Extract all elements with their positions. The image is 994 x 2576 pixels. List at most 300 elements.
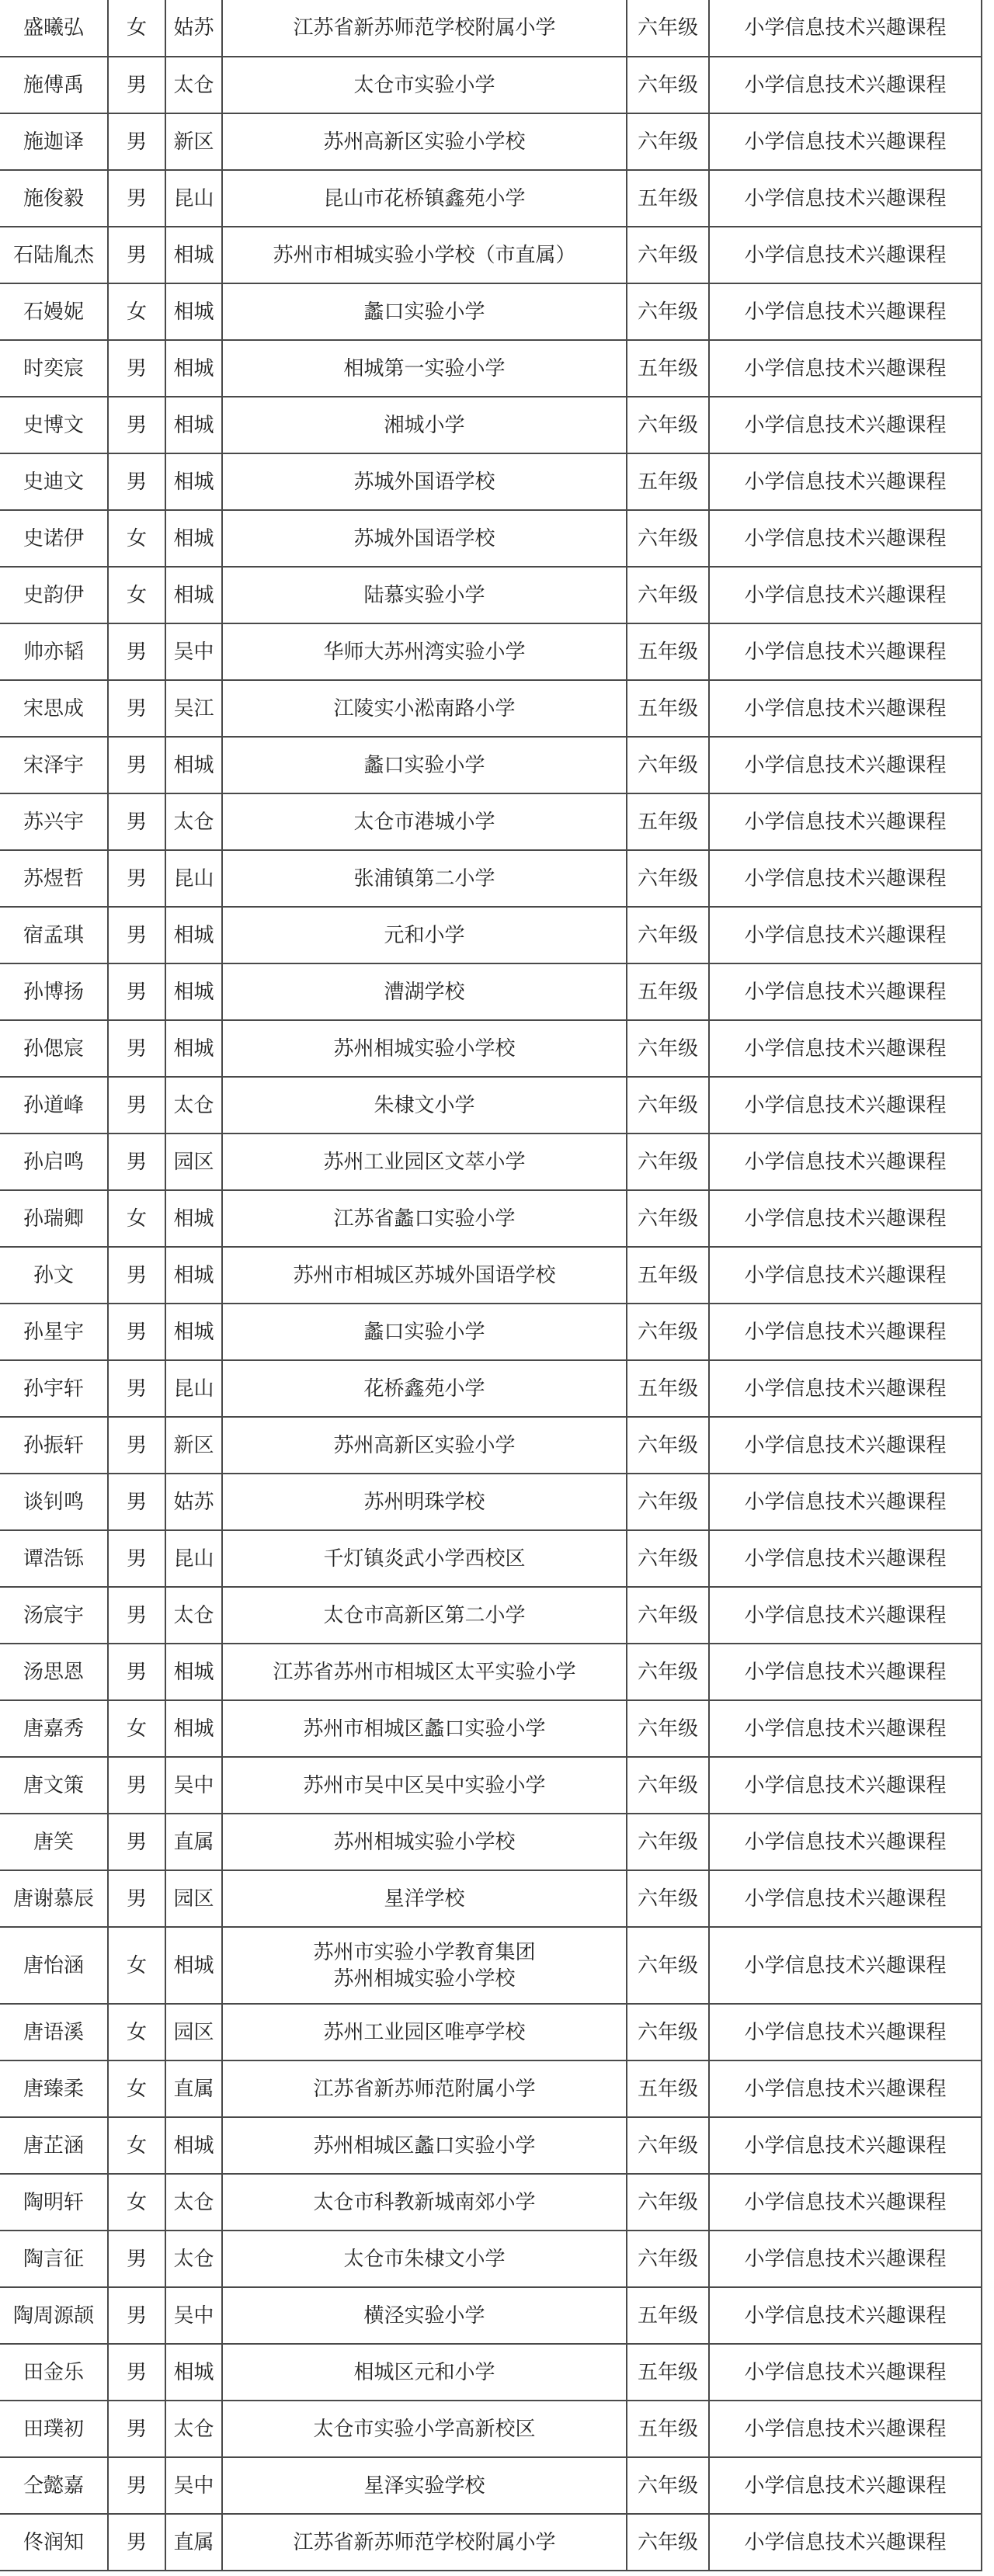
course-cell: 小学信息技术兴趣课程: [709, 2344, 982, 2401]
student-name-cell: 唐怡涵: [0, 1927, 108, 2004]
student-name-cell: 唐芷涵: [0, 2117, 108, 2174]
course-cell: 小学信息技术兴趣课程: [709, 510, 982, 567]
school-cell: [222, 397, 627, 453]
table-row: [0, 397, 982, 453]
table-row: [0, 453, 982, 510]
grade-cell: 六年级: [627, 0, 709, 57]
gender-cell: 男: [108, 1587, 165, 1644]
school-name-line: 相城第一实验小学: [343, 356, 506, 380]
course-cell: 小学信息技术兴趣课程: [709, 170, 982, 227]
school-name-line: 蠡口实验小学: [363, 1320, 485, 1344]
grade-cell: 六年级: [627, 283, 709, 340]
school-name-line: 江苏省新苏师范学校附属小学: [293, 2530, 556, 2554]
grade-cell: 六年级: [627, 227, 709, 283]
grade-cell: 六年级: [627, 1870, 709, 1927]
school-cell: [222, 340, 627, 397]
grade-cell: 六年级: [627, 1587, 709, 1644]
student-name-cell: 陶周源颉: [0, 2287, 108, 2344]
school-cell: [222, 2401, 627, 2457]
course-cell: 小学信息技术兴趣课程: [709, 1360, 982, 1417]
table-row: [0, 1530, 982, 1587]
grade-cell: 六年级: [627, 737, 709, 793]
grade-cell: 六年级: [627, 1644, 709, 1700]
student-name-cell: 陶明轩: [0, 2174, 108, 2231]
district-cell: 吴中: [165, 1757, 222, 1814]
table-row: [0, 2457, 982, 2514]
district-cell: 相城: [165, 1247, 222, 1304]
school-cell: [222, 680, 627, 737]
table-row: [0, 2060, 982, 2117]
school-cell: [222, 2457, 627, 2514]
table-row: [0, 907, 982, 963]
school-name-line: 星泽实验学校: [363, 2474, 485, 2498]
table-row: [0, 1020, 982, 1077]
gender-cell: 男: [108, 1417, 165, 1474]
gender-cell: 男: [108, 340, 165, 397]
district-cell: 园区: [165, 1134, 222, 1190]
student-name-cell: 田璞初: [0, 2401, 108, 2457]
school-name-line: 花桥鑫苑小学: [363, 1377, 485, 1401]
district-cell: 姑苏: [165, 1474, 222, 1530]
student-name-cell: 田金乐: [0, 2344, 108, 2401]
student-name-cell: 时奕宸: [0, 340, 108, 397]
table-row: [0, 113, 982, 170]
grade-cell: 六年级: [627, 2117, 709, 2174]
course-cell: 小学信息技术兴趣课程: [709, 2174, 982, 2231]
school-cell: [222, 2060, 627, 2117]
school-name-line: 苏州市相城实验小学校（市直属）: [273, 243, 576, 267]
student-name-cell: 孙瑞卿: [0, 1190, 108, 1247]
school-name-line: 江苏省新苏师范附属小学: [313, 2077, 536, 2101]
gender-cell: 女: [108, 283, 165, 340]
gender-cell: 男: [108, 2457, 165, 2514]
student-name-cell: 陶言征: [0, 2231, 108, 2287]
student-name-cell: 仝懿嘉: [0, 2457, 108, 2514]
gender-cell: 女: [108, 1927, 165, 2004]
table-row: [0, 793, 982, 850]
gender-cell: 男: [108, 907, 165, 963]
grade-cell: 六年级: [627, 113, 709, 170]
gender-cell: 女: [108, 567, 165, 623]
table-row: [0, 340, 982, 397]
grade-cell: 五年级: [627, 1360, 709, 1417]
table-row: [0, 510, 982, 567]
school-cell: [222, 1247, 627, 1304]
table-row: [0, 1304, 982, 1360]
table-row: [0, 2401, 982, 2457]
course-cell: 小学信息技术兴趣课程: [709, 1077, 982, 1134]
gender-cell: 男: [108, 1020, 165, 1077]
course-cell: 小学信息技术兴趣课程: [709, 1530, 982, 1587]
grade-cell: 六年级: [627, 1700, 709, 1757]
school-name-line: 相城区元和小学: [353, 2360, 495, 2384]
school-name-line: 苏州市吴中区吴中实验小学: [303, 1773, 546, 1797]
school-name-line: 苏州相城实验小学校: [333, 1967, 516, 1991]
course-cell: 小学信息技术兴趣课程: [709, 453, 982, 510]
school-name-line: 元和小学: [384, 923, 465, 947]
student-name-cell: 施迦译: [0, 113, 108, 170]
student-name-cell: 宿孟琪: [0, 907, 108, 963]
table-row: [0, 680, 982, 737]
table-row: [0, 1474, 982, 1530]
course-cell: 小学信息技术兴趣课程: [709, 2004, 982, 2060]
table-row: [0, 2004, 982, 2060]
course-cell: 小学信息技术兴趣课程: [709, 0, 982, 57]
school-name-line: 横泾实验小学: [363, 2303, 485, 2328]
gender-cell: 男: [108, 850, 165, 907]
table-row: [0, 1077, 982, 1134]
district-cell: 直属: [165, 1814, 222, 1870]
student-name-cell: 宋思成: [0, 680, 108, 737]
grade-cell: 六年级: [627, 1814, 709, 1870]
student-name-cell: 盛曦弘: [0, 0, 108, 57]
course-cell: 小学信息技术兴趣课程: [709, 113, 982, 170]
course-cell: 小学信息技术兴趣课程: [709, 1020, 982, 1077]
grade-cell: 五年级: [627, 680, 709, 737]
district-cell: 新区: [165, 1417, 222, 1474]
student-name-cell: 帅亦韬: [0, 623, 108, 680]
district-cell: 太仓: [165, 1077, 222, 1134]
student-name-cell: 史博文: [0, 397, 108, 453]
school-cell: [222, 2004, 627, 2060]
gender-cell: 男: [108, 1757, 165, 1814]
school-name-line: 江苏省蠡口实验小学: [333, 1206, 516, 1231]
school-cell: [222, 567, 627, 623]
table-row: [0, 2117, 982, 2174]
gender-cell: 男: [108, 1814, 165, 1870]
gender-cell: 男: [108, 113, 165, 170]
gender-cell: 男: [108, 1474, 165, 1530]
table-row: [0, 2344, 982, 2401]
district-cell: 吴中: [165, 2457, 222, 2514]
gender-cell: 男: [108, 623, 165, 680]
course-cell: 小学信息技术兴趣课程: [709, 850, 982, 907]
school-name-line: 苏州明珠学校: [363, 1490, 485, 1514]
course-cell: 小学信息技术兴趣课程: [709, 1927, 982, 2004]
gender-cell: 男: [108, 1870, 165, 1927]
district-cell: 相城: [165, 737, 222, 793]
district-cell: 相城: [165, 227, 222, 283]
school-cell: [222, 793, 627, 850]
school-name-line: 苏州工业园区文萃小学: [323, 1150, 526, 1174]
school-cell: [222, 1530, 627, 1587]
student-name-cell: 史诺伊: [0, 510, 108, 567]
course-cell: 小学信息技术兴趣课程: [709, 1134, 982, 1190]
gender-cell: 男: [108, 2401, 165, 2457]
grade-cell: 五年级: [627, 2401, 709, 2457]
district-cell: 太仓: [165, 1587, 222, 1644]
table-row: [0, 283, 982, 340]
student-name-cell: 孙道峰: [0, 1077, 108, 1134]
district-cell: 相城: [165, 1020, 222, 1077]
district-cell: 相城: [165, 567, 222, 623]
student-name-cell: 史韵伊: [0, 567, 108, 623]
school-cell: [222, 2344, 627, 2401]
gender-cell: 男: [108, 2514, 165, 2571]
gender-cell: 女: [108, 1700, 165, 1757]
student-name-cell: 汤宸宇: [0, 1587, 108, 1644]
school-name-line: 江苏省苏州市相城区太平实验小学: [273, 1660, 576, 1684]
course-cell: 小学信息技术兴趣课程: [709, 1700, 982, 1757]
table-row: [0, 1870, 982, 1927]
school-cell: [222, 1360, 627, 1417]
course-cell: 小学信息技术兴趣课程: [709, 2514, 982, 2571]
district-cell: 相城: [165, 907, 222, 963]
table-row: [0, 1644, 982, 1700]
school-name-line: 太仓市科教新城南郊小学: [313, 2190, 536, 2214]
school-name-line: 蠡口实验小学: [363, 753, 485, 777]
school-cell: [222, 963, 627, 1020]
school-name-line: 苏州市相城区蠡口实验小学: [303, 1717, 546, 1741]
student-name-cell: 石嫚妮: [0, 283, 108, 340]
course-cell: 小学信息技术兴趣课程: [709, 2401, 982, 2457]
school-cell: [222, 2231, 627, 2287]
district-cell: 相城: [165, 2117, 222, 2174]
gender-cell: 男: [108, 1134, 165, 1190]
grade-cell: 六年级: [627, 2457, 709, 2514]
school-name-line: 苏州高新区实验小学校: [323, 130, 526, 154]
grade-cell: 六年级: [627, 907, 709, 963]
table-row: [0, 57, 982, 113]
school-name-line: 太仓市高新区第二小学: [323, 1603, 526, 1627]
district-cell: 吴中: [165, 2287, 222, 2344]
school-cell: [222, 1814, 627, 1870]
student-name-cell: 唐臻柔: [0, 2060, 108, 2117]
school-cell: [222, 2514, 627, 2571]
grade-cell: 六年级: [627, 57, 709, 113]
course-cell: 小学信息技术兴趣课程: [709, 737, 982, 793]
student-name-cell: 苏兴宇: [0, 793, 108, 850]
gender-cell: 男: [108, 2231, 165, 2287]
table-row: [0, 1134, 982, 1190]
table-row: [0, 737, 982, 793]
table-row: [0, 2287, 982, 2344]
grade-cell: 六年级: [627, 397, 709, 453]
school-cell: [222, 2117, 627, 2174]
student-name-cell: 孙文: [0, 1247, 108, 1304]
student-name-cell: 汤思恩: [0, 1644, 108, 1700]
school-cell: [222, 170, 627, 227]
district-cell: 昆山: [165, 1530, 222, 1587]
school-name-line: 湘城小学: [384, 413, 465, 437]
district-cell: 相城: [165, 1927, 222, 2004]
gender-cell: 男: [108, 1304, 165, 1360]
school-cell: [222, 1020, 627, 1077]
grade-cell: 六年级: [627, 567, 709, 623]
table-row: [0, 2514, 982, 2571]
grade-cell: 六年级: [627, 1020, 709, 1077]
district-cell: 太仓: [165, 2231, 222, 2287]
grade-cell: 六年级: [627, 1077, 709, 1134]
grade-cell: 五年级: [627, 963, 709, 1020]
school-name-line: 苏州市相城区苏城外国语学校: [293, 1263, 556, 1287]
course-cell: 小学信息技术兴趣课程: [709, 397, 982, 453]
district-cell: 昆山: [165, 1360, 222, 1417]
school-name-line: 苏州工业园区唯亭学校: [323, 2020, 526, 2044]
student-name-cell: 唐谢慕辰: [0, 1870, 108, 1927]
gender-cell: 男: [108, 453, 165, 510]
school-cell: [222, 623, 627, 680]
school-name-line: 星洋学校: [384, 1887, 465, 1911]
grade-cell: 五年级: [627, 2344, 709, 2401]
district-cell: 相城: [165, 2344, 222, 2401]
course-cell: 小学信息技术兴趣课程: [709, 2117, 982, 2174]
table-row: [0, 1927, 982, 2004]
grade-cell: 六年级: [627, 510, 709, 567]
student-name-cell: 孙博扬: [0, 963, 108, 1020]
school-name-line: 蠡口实验小学: [363, 300, 485, 324]
student-name-cell: 谈钊鸣: [0, 1474, 108, 1530]
school-cell: [222, 737, 627, 793]
grade-cell: 五年级: [627, 793, 709, 850]
school-name-line: 太仓市实验小学高新校区: [313, 2417, 536, 2441]
grade-cell: 五年级: [627, 170, 709, 227]
school-name-line: 昆山市花桥镇鑫苑小学: [323, 186, 526, 210]
course-cell: 小学信息技术兴趣课程: [709, 1417, 982, 1474]
district-cell: 相城: [165, 340, 222, 397]
course-cell: 小学信息技术兴趣课程: [709, 1757, 982, 1814]
course-cell: 小学信息技术兴趣课程: [709, 1304, 982, 1360]
grade-cell: 六年级: [627, 2231, 709, 2287]
district-cell: 园区: [165, 2004, 222, 2060]
school-cell: [222, 2174, 627, 2231]
student-name-cell: 宋泽宇: [0, 737, 108, 793]
grade-cell: 六年级: [627, 2514, 709, 2571]
course-cell: 小学信息技术兴趣课程: [709, 2457, 982, 2514]
grade-cell: 六年级: [627, 1530, 709, 1587]
gender-cell: 男: [108, 963, 165, 1020]
course-cell: 小学信息技术兴趣课程: [709, 57, 982, 113]
course-cell: 小学信息技术兴趣课程: [709, 1870, 982, 1927]
table-row: [0, 1814, 982, 1870]
grade-cell: 六年级: [627, 2004, 709, 2060]
table-row: [0, 850, 982, 907]
table-row: [0, 1757, 982, 1814]
gender-cell: 男: [108, 2344, 165, 2401]
district-cell: 新区: [165, 113, 222, 170]
student-name-cell: 孙启鸣: [0, 1134, 108, 1190]
table-row: [0, 1417, 982, 1474]
table-row: [0, 227, 982, 283]
grade-cell: 六年级: [627, 1190, 709, 1247]
school-name-line: 苏州相城实验小学校: [333, 1830, 516, 1854]
school-name-line: 太仓市朱棣文小学: [343, 2247, 506, 2271]
school-cell: [222, 2287, 627, 2344]
course-cell: 小学信息技术兴趣课程: [709, 340, 982, 397]
district-cell: 相城: [165, 510, 222, 567]
district-cell: 相城: [165, 1700, 222, 1757]
school-cell: [222, 850, 627, 907]
student-name-cell: 苏煜哲: [0, 850, 108, 907]
student-name-cell: 唐语溪: [0, 2004, 108, 2060]
course-cell: 小学信息技术兴趣课程: [709, 1474, 982, 1530]
school-cell: [222, 1077, 627, 1134]
grade-cell: 六年级: [627, 1304, 709, 1360]
school-cell: [222, 510, 627, 567]
district-cell: 相城: [165, 397, 222, 453]
district-cell: 吴中: [165, 623, 222, 680]
grade-cell: 五年级: [627, 2060, 709, 2117]
grade-cell: 六年级: [627, 1927, 709, 2004]
school-name-line: 苏城外国语学校: [353, 470, 495, 494]
school-name-line: 苏州相城实验小学校: [333, 1036, 516, 1061]
table-row: [0, 1190, 982, 1247]
gender-cell: 女: [108, 0, 165, 57]
district-cell: 直属: [165, 2060, 222, 2117]
course-cell: 小学信息技术兴趣课程: [709, 1587, 982, 1644]
grade-cell: 五年级: [627, 340, 709, 397]
gender-cell: 男: [108, 680, 165, 737]
student-name-cell: 唐笑: [0, 1814, 108, 1870]
course-cell: 小学信息技术兴趣课程: [709, 1814, 982, 1870]
gender-cell: 男: [108, 170, 165, 227]
gender-cell: 男: [108, 1077, 165, 1134]
table-row: [0, 0, 982, 57]
student-name-cell: 唐嘉秀: [0, 1700, 108, 1757]
school-name-line: 太仓市实验小学: [353, 73, 495, 97]
student-name-cell: 施傅禹: [0, 57, 108, 113]
course-cell: 小学信息技术兴趣课程: [709, 623, 982, 680]
student-name-cell: 石陆胤杰: [0, 227, 108, 283]
school-cell: [222, 1927, 627, 2004]
student-name-cell: 施俊毅: [0, 170, 108, 227]
school-cell: [222, 907, 627, 963]
district-cell: 太仓: [165, 2401, 222, 2457]
course-cell: 小学信息技术兴趣课程: [709, 1190, 982, 1247]
table-row: [0, 170, 982, 227]
school-cell: [222, 1870, 627, 1927]
school-cell: [222, 1304, 627, 1360]
school-name-line: 漕湖学校: [384, 980, 465, 1004]
gender-cell: 男: [108, 227, 165, 283]
school-name-line: 苏州高新区实验小学: [333, 1433, 516, 1457]
gender-cell: 男: [108, 1530, 165, 1587]
district-cell: 昆山: [165, 850, 222, 907]
table-row: [0, 1360, 982, 1417]
school-cell: [222, 1134, 627, 1190]
school-name-line: 苏州相城区蠡口实验小学: [313, 2133, 536, 2158]
grade-cell: 五年级: [627, 623, 709, 680]
gender-cell: 男: [108, 2287, 165, 2344]
gender-cell: 男: [108, 1360, 165, 1417]
course-cell: 小学信息技术兴趣课程: [709, 2060, 982, 2117]
student-name-cell: 佟润知: [0, 2514, 108, 2571]
district-cell: 相城: [165, 453, 222, 510]
school-name-line: 江陵实小淞南路小学: [333, 696, 516, 720]
school-name-line: 朱棣文小学: [374, 1093, 475, 1117]
gender-cell: 男: [108, 397, 165, 453]
school-cell: [222, 1474, 627, 1530]
school-cell: [222, 227, 627, 283]
student-name-cell: 孙星宇: [0, 1304, 108, 1360]
course-cell: 小学信息技术兴趣课程: [709, 793, 982, 850]
school-cell: [222, 1644, 627, 1700]
grade-cell: 六年级: [627, 850, 709, 907]
grade-cell: 六年级: [627, 2174, 709, 2231]
district-cell: 姑苏: [165, 0, 222, 57]
student-name-cell: 孙振轩: [0, 1417, 108, 1474]
table-row: [0, 1247, 982, 1304]
school-cell: [222, 1587, 627, 1644]
course-cell: 小学信息技术兴趣课程: [709, 1644, 982, 1700]
school-name-line: 陆慕实验小学: [363, 583, 485, 607]
school-cell: [222, 1757, 627, 1814]
gender-cell: 女: [108, 2060, 165, 2117]
course-cell: 小学信息技术兴趣课程: [709, 963, 982, 1020]
gender-cell: 男: [108, 737, 165, 793]
student-name-cell: 谭浩铄: [0, 1530, 108, 1587]
table-row: [0, 2231, 982, 2287]
